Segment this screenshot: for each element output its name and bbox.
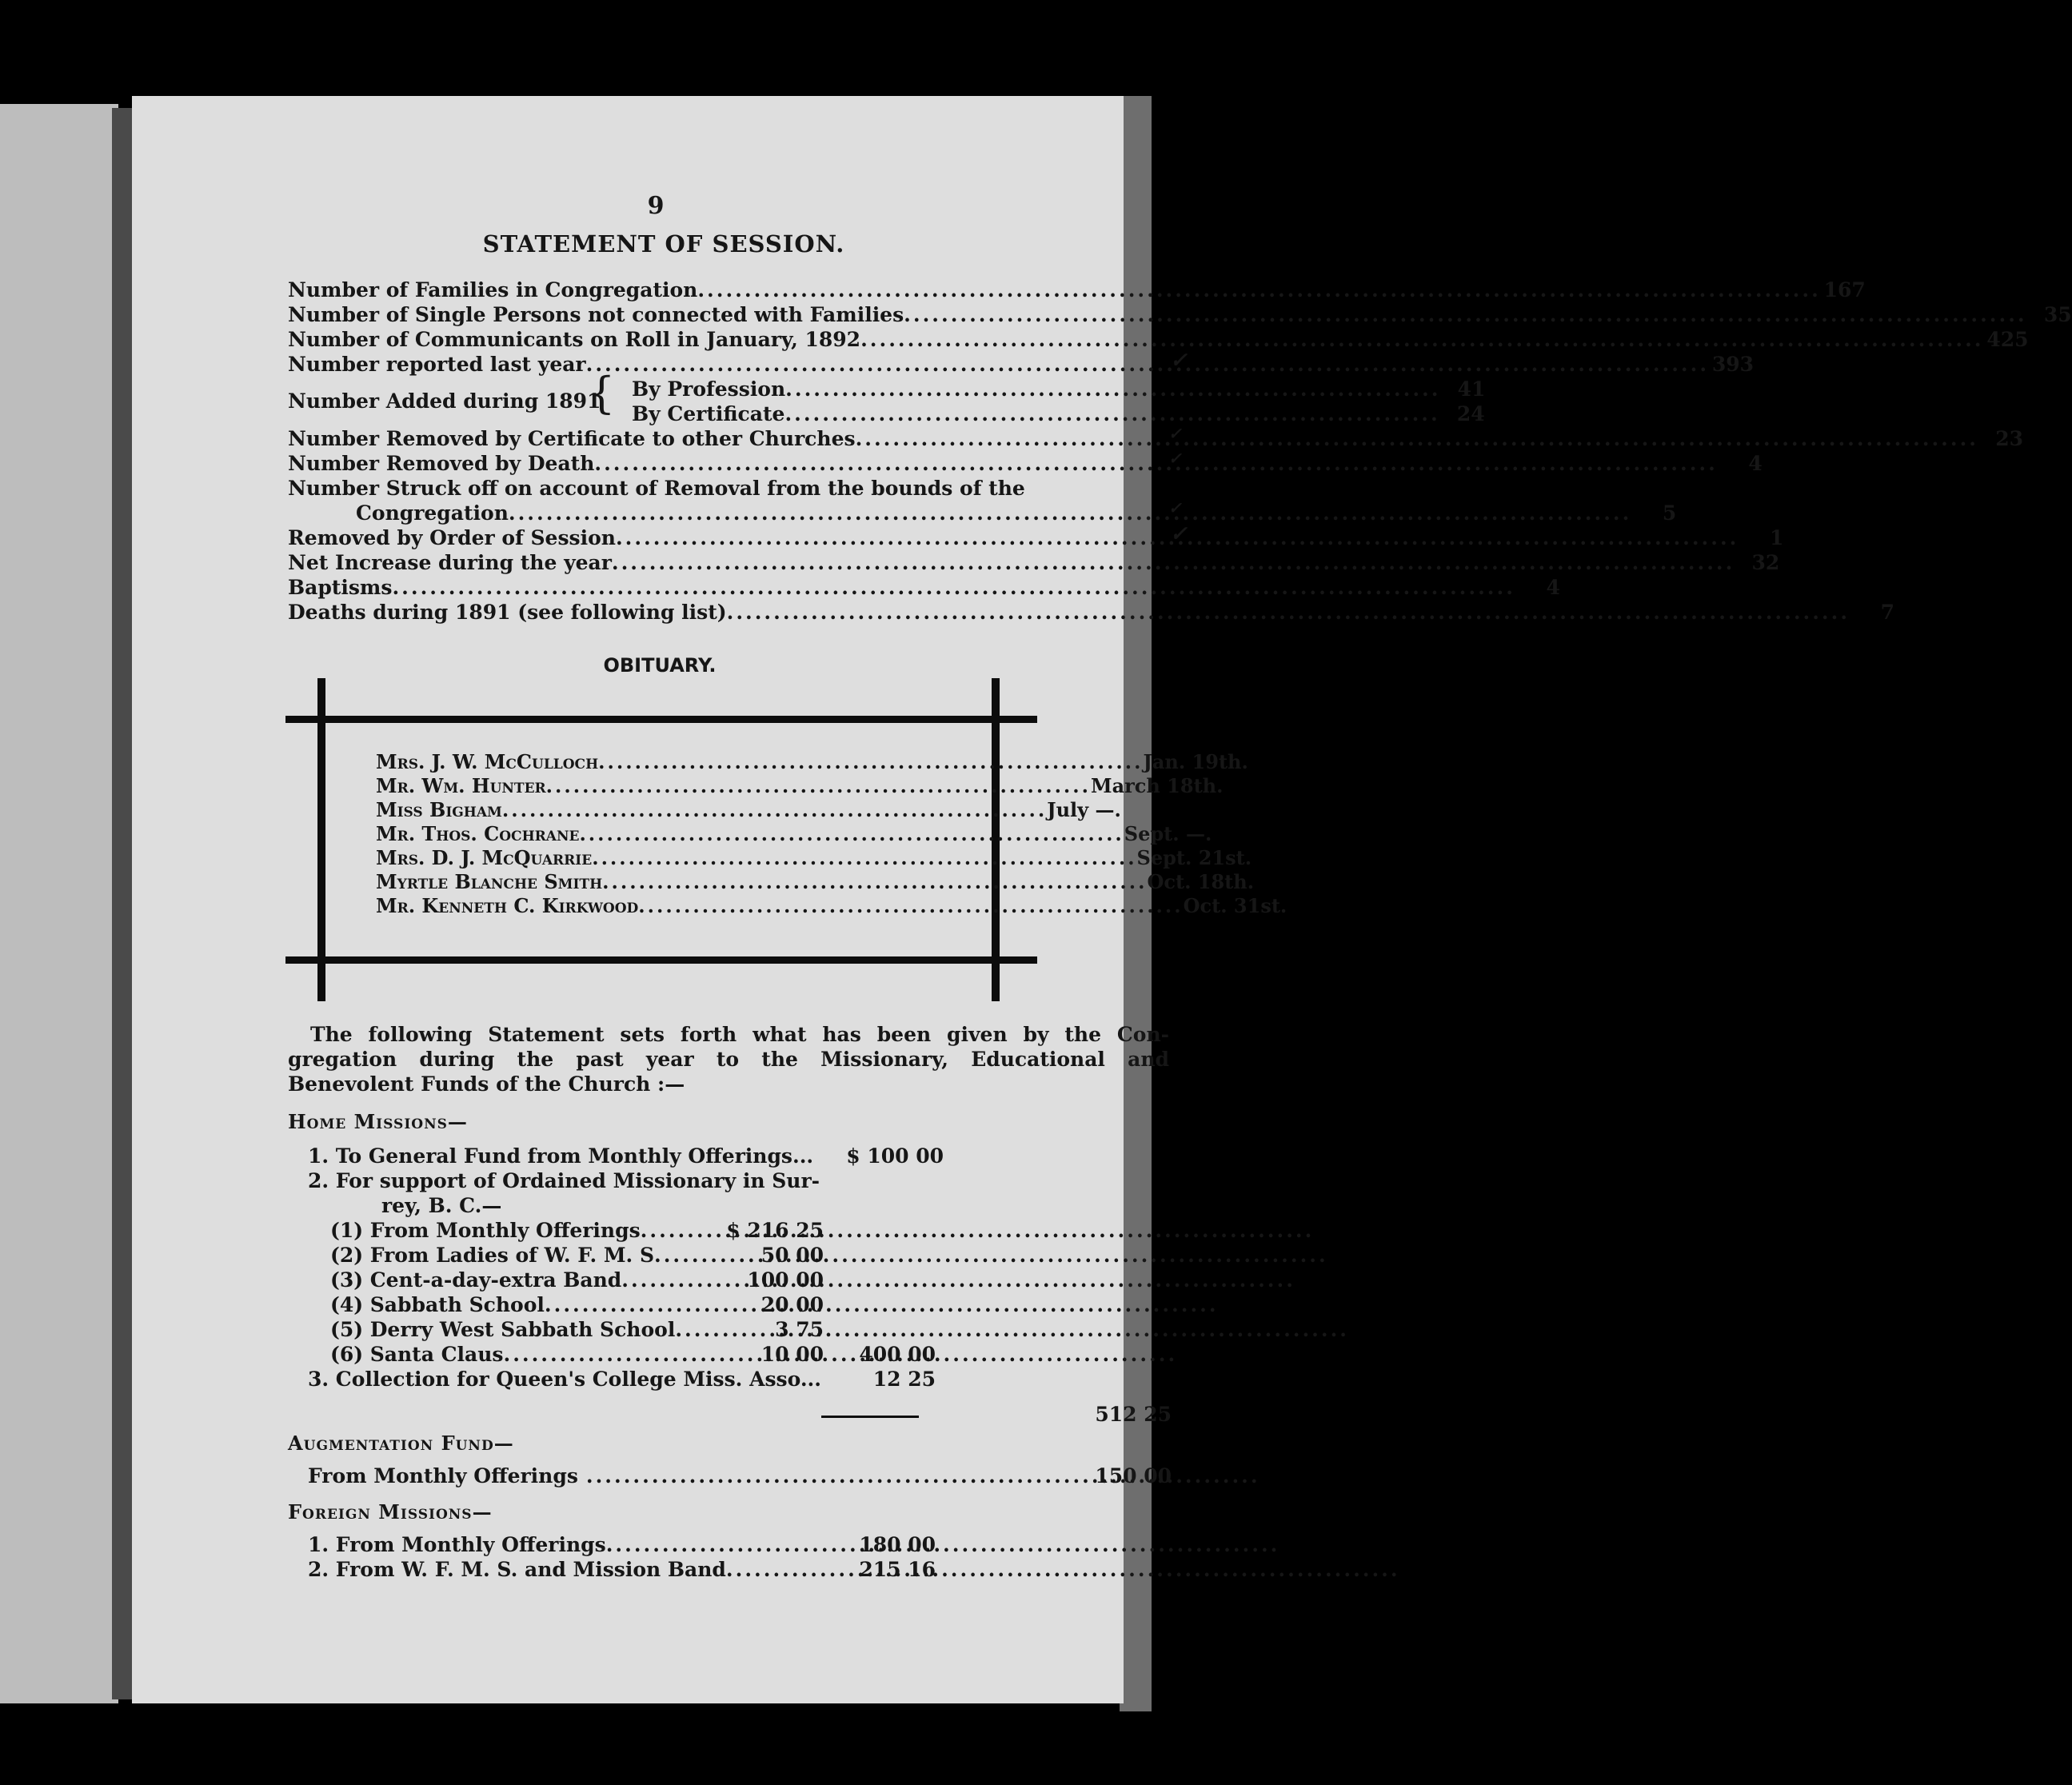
intro-line: Benevolent Funds of the Church :— <box>288 1072 685 1096</box>
obituary-heading: OBITUARY. <box>603 654 717 677</box>
stat-row-net-increase: Net Increase during the year ..... 32 <box>288 551 1166 576</box>
brace-icon: { <box>588 368 616 418</box>
added-during-label: Number Added during 1891 <box>288 389 601 413</box>
check-mark-icon: ✓ <box>1168 449 1182 468</box>
home-missions-item-3: 3. Collection for Queen's College Miss. Asso... <box>308 1368 821 1391</box>
added-by-profession: By Profession ..... 41 <box>632 377 1166 402</box>
document-page <box>132 96 2072 1703</box>
foreign-missions-heading: Foreign Missions— <box>288 1500 493 1523</box>
home-missions-sub-item: (3) Cent-a-day-extra Band..... <box>330 1268 721 1292</box>
foreign-missions-amount: 180 00 <box>859 1533 936 1556</box>
obituary-entry: Myrtle Blanche Smith ..... Oct. 18th. <box>376 870 801 894</box>
stat-row-single-persons: Number of Single Persons not connected with Families ..... 35 <box>288 303 1166 328</box>
check-mark-icon: ✓ <box>1170 522 1188 546</box>
stat-row-removed-death: Number Removed by Death ..... 4 <box>288 452 1166 477</box>
home-missions-heading: Home Missions— <box>288 1110 468 1133</box>
foreign-missions-amount: 215 16 <box>859 1558 936 1581</box>
intro-line: gregation during the past year to the Missionary, Educational and <box>288 1048 1169 1071</box>
home-missions-sub-item: (4) Sabbath School..... <box>330 1293 745 1316</box>
stat-row-reported-last-year: Number reported last year ..... 393 <box>288 353 1166 377</box>
border-rule-top <box>285 716 1037 723</box>
home-missions-sub-amount: 3 75 <box>775 1318 824 1341</box>
stat-row-deaths: Deaths during 1891 (see following list) ..... 7 <box>288 601 1166 625</box>
added-by-certificate: By Certificate ..... 24 <box>632 402 1166 427</box>
home-missions-sub-amount: 10 00 <box>761 1343 824 1366</box>
augmentation-fund-item: From Monthly Offerings..... <box>308 1464 818 1488</box>
stat-row-families: Number of Families in Congregation ..... 167 <box>288 278 1166 303</box>
check-mark-icon: ✓ <box>1170 349 1188 373</box>
struck-off-line-1: Number Struck off on account of Removal from the bounds of the <box>288 477 1025 500</box>
home-missions-sub-amount: 20 00 <box>761 1293 824 1316</box>
home-missions-sub-item: (2) From Ladies of W. F. M. S..... <box>330 1244 710 1267</box>
intro-line: The following Statement sets forth what has been given by the Con- <box>310 1023 1169 1046</box>
stat-row-communicants: Number of Communicants on Roll in January, 1892 ..... 425 <box>288 328 1166 353</box>
home-missions-item-2-line-2: rey, B. C.— <box>381 1194 502 1217</box>
stat-row-baptisms: Baptisms ..... 4 <box>288 576 1166 601</box>
home-missions-item-2-total: 400 00 <box>859 1343 936 1366</box>
home-missions-total: 512 25 <box>1095 1403 1172 1426</box>
sum-rule <box>821 1416 919 1418</box>
page-title: STATEMENT OF SESSION. <box>482 230 845 258</box>
obituary-entry: Mr. Thos. Cochrane ..... Sept. —. <box>376 822 801 846</box>
home-missions-item-3-amount: 12 25 <box>872 1368 936 1391</box>
border-rule-left <box>317 678 325 1001</box>
border-rule-bottom <box>285 956 1037 964</box>
home-missions-sub-amount: 50 00 <box>761 1244 824 1267</box>
home-missions-sub-amount: $ 216 25 <box>726 1219 824 1242</box>
augmentation-fund-heading: Augmentation Fund— <box>288 1432 514 1455</box>
augmentation-fund-amount: 150 00 <box>1095 1464 1172 1488</box>
obituary-entry: Mrs. J. W. McCulloch ..... Jan. 19th. <box>376 750 801 774</box>
intro-paragraph <box>288 1022 1169 1096</box>
stat-row-struck-off: Congregation ..... 5 <box>356 501 1166 526</box>
facing-page <box>0 104 118 1703</box>
home-missions-sub-item: (1) From Monthly Offerings..... <box>330 1219 729 1242</box>
home-missions-item-1: 1. To General Fund from Monthly Offerings... <box>308 1144 814 1168</box>
obituary-entry: Miss Bigham ..... July —. <box>376 798 801 822</box>
obituary-entry: Mr. Kenneth C. Kirkwood ..... Oct. 31st. <box>376 894 801 918</box>
foreign-missions-item: 2. From W. F. M. S. and Mission Band..... <box>308 1558 806 1581</box>
home-missions-item-1-amount: $ 100 00 <box>846 1144 944 1168</box>
obituary-entry: Mr. Wm. Hunter ..... March 18th. <box>376 774 801 798</box>
home-missions-sub-item: (5) Derry West Sabbath School..... <box>330 1318 707 1341</box>
obituary-entry: Mrs. D. J. McQuarrie ..... Sept. 21st. <box>376 846 801 870</box>
stat-row-removed-order: Removed by Order of Session ..... 1 <box>288 526 1166 551</box>
check-mark-icon: ✓ <box>1168 498 1182 517</box>
foreign-missions-item: 1. From Monthly Offerings..... <box>308 1533 814 1556</box>
check-mark-icon: ✓ <box>1168 424 1182 443</box>
page-number: 9 <box>647 192 665 220</box>
stat-row-removed-certificate: Number Removed by Certificate to other Churches ..... 23 <box>288 427 1166 452</box>
home-missions-sub-item: (6) Santa Claus..... <box>330 1343 703 1366</box>
home-missions-item-2-line-1: 2. For support of Ordained Missionary in Sur- <box>308 1169 820 1192</box>
home-missions-sub-amount: 100 00 <box>747 1268 824 1292</box>
